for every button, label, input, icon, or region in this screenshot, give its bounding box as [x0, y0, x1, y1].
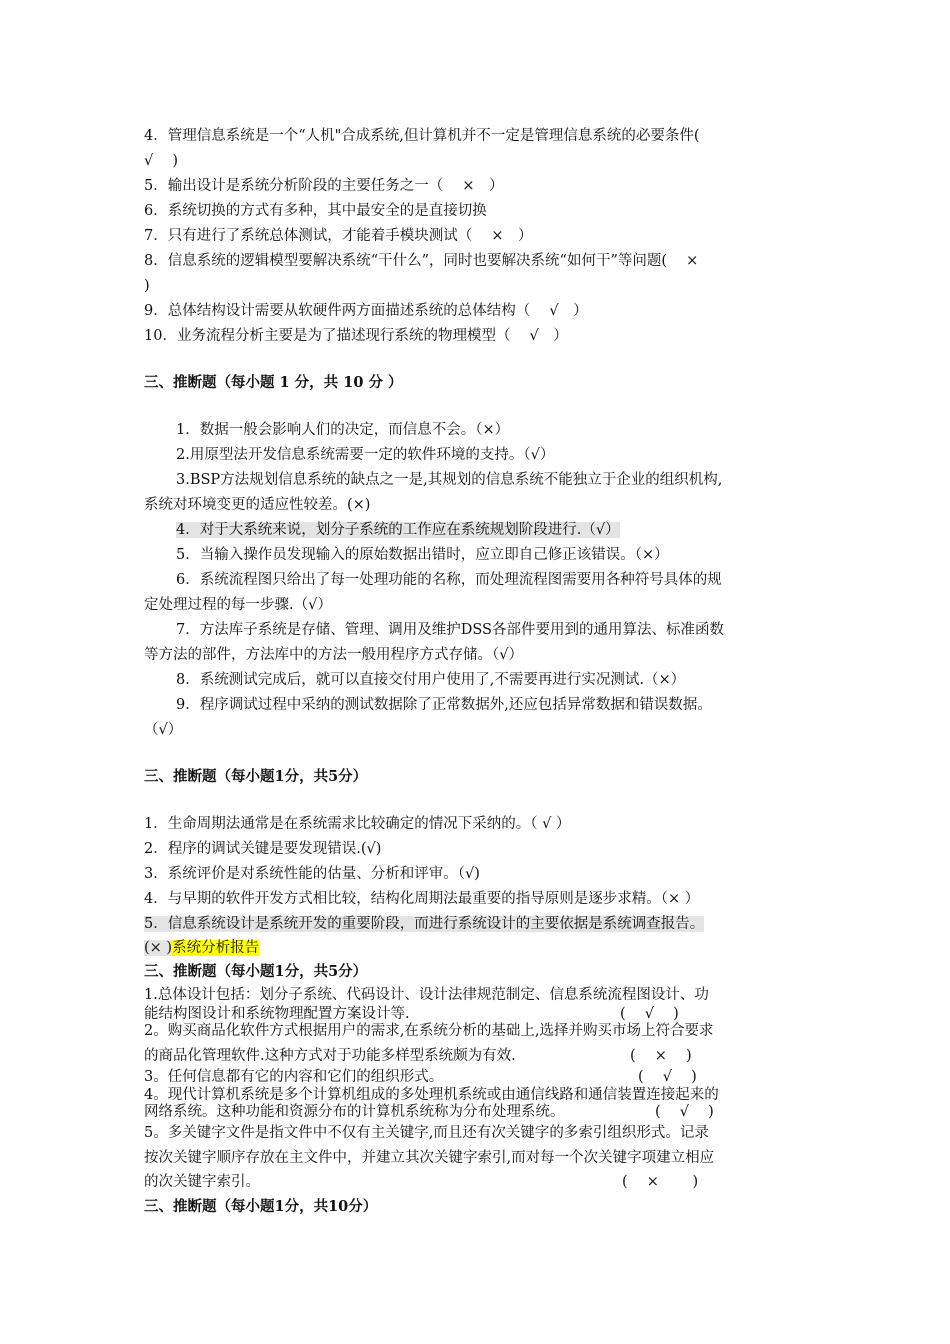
- s1-item-9-line-2: （√）: [144, 722, 183, 738]
- a-item-6: 6．系统切换的方式有多种，其中最安全的是直接切换: [144, 203, 487, 219]
- a-item-5: 5．输出设计是系统分析阶段的主要任务之一（ × ）: [144, 178, 504, 194]
- s3-item-1-answer: ( √ ): [620, 1006, 679, 1022]
- s2-item-5-line-1: [144, 914, 704, 934]
- s2-item-5-answer: (× ): [144, 940, 173, 956]
- a-item-4-line-2: √ ): [144, 153, 179, 169]
- s1-item-3-line-2: 系统对环境变更的适应性较差。(×): [144, 497, 371, 513]
- s1-item-3-line-1: 3.BSP方法规划信息系统的缺点之一是,其规划的信息系统不能独立于企业的组织机构,: [176, 472, 723, 488]
- s1-item-1: 1．数据一般会影响人们的决定，而信息不会。（×）: [176, 422, 510, 438]
- s2-item-1: 1．生命周期法通常是在系统需求比较确定的情况下采纳的。（ √ ）: [144, 816, 571, 832]
- a-item-9: 9．总体结构设计需要从软硬件两方面描述系统的总体结构（ √ ）: [144, 303, 588, 319]
- s3-item-2-line-2: 的商品化管理软件.这种方式对于功能多样型系统颇为有效.: [144, 1048, 516, 1064]
- s3-item-4-line-2: 网络系统。这种功能和资源分布的计算机系统称为分布处理系统。: [144, 1104, 565, 1120]
- s2-item-5-highlight: 5．信息系统设计是系统开发的重要阶段，而进行系统设计的主要依据是系统调查报告。: [144, 916, 705, 932]
- s2-item-3: 3．系统评价是对系统性能的估量、分析和评审。（√): [144, 866, 480, 882]
- s1-item-6-line-2: 定处理过程的每一步骤.（√）: [144, 597, 332, 613]
- a-item-10: 10．业务流程分析主要是为了描述现行系统的物理模型（ √ ）: [144, 328, 568, 344]
- a-item-8-line-2: ): [144, 278, 150, 294]
- s1-item-7-line-1: 7．方法库子系统是存储、管理、调用及维护DSS各部件要用到的通用算法、标准函数: [176, 622, 724, 638]
- s1-item-2: 2.用原型法开发信息系统需要一定的软件环境的支持。（√）: [176, 447, 555, 463]
- s3-item-3: 3。任何信息都有它的内容和它们的组织形式。: [144, 1069, 444, 1085]
- s3-item-5-answer: ( × ): [622, 1174, 699, 1190]
- s1-item-7-line-2: 等方法的部件，方法库中的方法一般用程序方式存储。（√）: [144, 647, 523, 663]
- s3-item-2-line-1: 2。购买商品化软件方式根据用户的需求,在系统分析的基础上,选择并购买市场上符合要求: [144, 1023, 714, 1039]
- s3-item-1-line-2: 能结构图设计和系统物理配置方案设计等.: [144, 1006, 410, 1022]
- a-item-8-line-1: 8．信息系统的逻辑模型要解决系统“干什么”，同时也要解决系统“如何干”等问题( ×: [144, 253, 699, 269]
- s3-item-3-answer: ( √ ): [638, 1069, 697, 1085]
- section-heading-2: 三、推断题（每小题1分，共5分）: [144, 768, 368, 785]
- s3-item-2-answer: ( × ): [630, 1048, 692, 1064]
- a-item-7: 7．只有进行了系统总体测试，才能着手模块测试（ × ）: [144, 228, 533, 244]
- s2-item-2: 2．程序的调试关键是要发现错误.(√): [144, 841, 382, 857]
- s3-item-4-answer: ( √ ): [655, 1104, 714, 1120]
- s3-item-4-line-1: 4。现代计算机系统是多个计算机组成的多处理机系统或由通信线路和通信装置连接起来的: [144, 1087, 719, 1103]
- s2-item-4: 4．与早期的软件开发方式相比较，结构化周期法最重要的指导原则是逐步求精。（× ）: [144, 891, 700, 907]
- section-heading-1: 三、推断题（每小题 1 分，共 10 分 ）: [144, 374, 403, 391]
- s3-item-5-line-2: 按次关键字顺序存放在主文件中，并建立其次关键字索引,而对每一个次关键字项建立相应: [144, 1150, 715, 1166]
- s2-item-5-note: 系统分析报告: [172, 940, 260, 956]
- a-item-4-line-1: 4．管理信息系统是一个“人机"合成系统,但计算机并不一定是管理信息系统的必要条件(: [144, 128, 700, 144]
- s1-item-8: 8．系统测试完成后，就可以直接交付用户使用了,不需要再进行实况测试.（×）: [176, 672, 686, 688]
- s2-item-5-line-2: [144, 938, 259, 958]
- s1-item-5: 5．当输入操作员发现输入的原始数据出错时，应立即自己修正该错误。（×）: [176, 547, 669, 563]
- s1-item-9-line-1: 9．程序调试过程中采纳的测试数据除了正常数据外,还应包括异常数据和错误数据。: [176, 697, 712, 713]
- section-heading-3: 三、推断题（每小题1分，共5分）: [144, 963, 368, 980]
- s1-item-4-highlight: 4．对于大系统来说，划分子系统的工作应在系统规划阶段进行.（√）: [176, 522, 620, 538]
- s1-item-4: [176, 520, 620, 540]
- section-heading-4: 三、推断题（每小题1分，共10分）: [144, 1198, 378, 1215]
- s3-item-5-line-3: 的次关键字索引。: [144, 1174, 260, 1190]
- s3-item-1-line-1: 1.总体设计包括：划分子系统、代码设计、设计法律规范制定、信息系统流程图设计、功: [144, 987, 709, 1003]
- s1-item-6-line-1: 6．系统流程图只给出了每一处理功能的名称，而处理流程图需要用各种符号具体的规: [176, 572, 722, 588]
- s3-item-5-line-1: 5。多关键字文件是指文件中不仅有主关键字,而且还有次关键字的多索引组织形式。记录: [144, 1125, 709, 1141]
